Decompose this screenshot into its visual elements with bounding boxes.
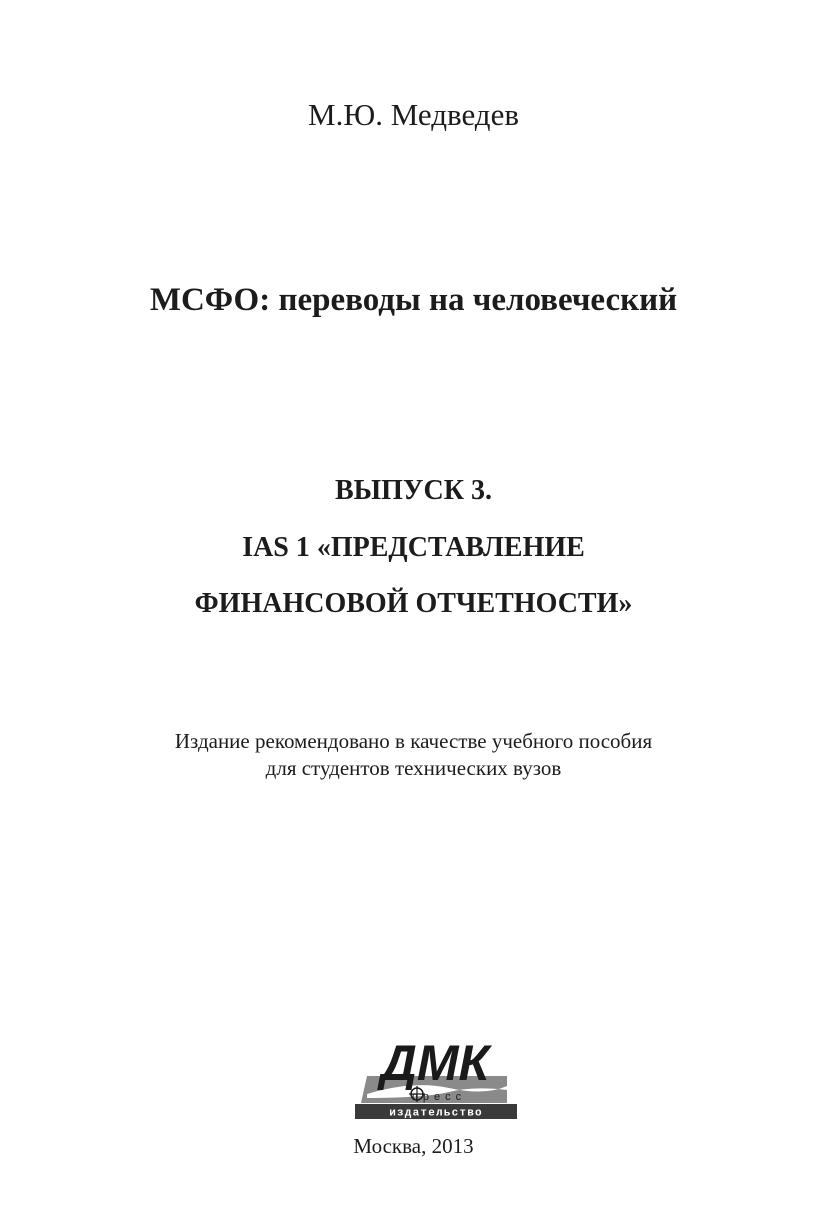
issue-number: ВЫПУСК 3. xyxy=(334,475,493,506)
issue-subtitle-line-2: ФИНАНСОВОЙ ОТЧЕТНОСТИ» xyxy=(194,588,633,619)
imprint-city-year: Москва, 2013 xyxy=(353,1134,474,1158)
publisher-logo xyxy=(353,1036,519,1121)
recommendation-note-line-2: для студентов технических вузов xyxy=(265,756,562,780)
logo-sub-text: пресс xyxy=(411,1091,467,1103)
logo-main-text: ДМК xyxy=(380,1036,490,1091)
recommendation-note-line-1: Издание рекомендовано в качестве учебного пособия xyxy=(174,729,653,753)
book-title: МСФО: переводы на человеческий xyxy=(149,282,678,318)
author-name: М.Ю. Медведев xyxy=(308,97,519,132)
logo-band-text: издательство xyxy=(389,1107,483,1120)
issue-subtitle-line-1: IAS 1 «ПРЕДСТАВЛЕНИЕ xyxy=(242,532,585,563)
